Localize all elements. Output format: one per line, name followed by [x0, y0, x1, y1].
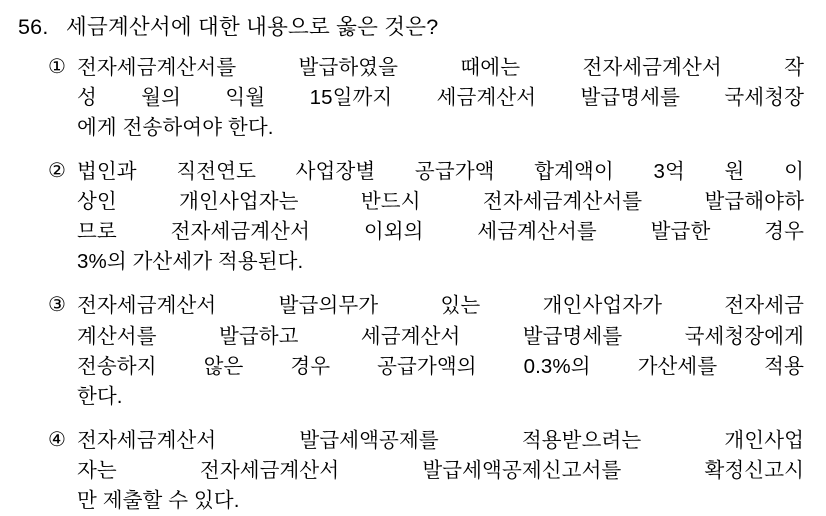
- choice-line: 전자세금계산서 발급세액공제를 적용받으려는 개인사업: [77, 428, 804, 452]
- choice-line: 에게 전송하여야 한다.: [77, 115, 274, 139]
- choice-text-2: [77, 157, 804, 278]
- choice-line: 성 월의 익월 15일까지 세금계산서 발급명세를 국세청장: [77, 85, 804, 109]
- choice-marker-2: ②: [48, 159, 66, 182]
- question-text: 세금계산서에 대한 내용으로 옳은 것은?: [66, 15, 439, 39]
- question-number: 56.: [18, 15, 49, 39]
- choice-line: 3%의 가산세가 적용된다.: [77, 250, 304, 274]
- choice-text-1: [77, 53, 804, 143]
- answer-choice-list: [18, 53, 804, 516]
- answer-choice-1[interactable]: [18, 53, 804, 143]
- choice-line: 만 제출할 수 있다.: [77, 489, 240, 513]
- answer-choice-4[interactable]: [18, 426, 804, 516]
- choice-line: 므로 전자세금계산서 이외의 세금계산서를 발급한 경우: [77, 220, 804, 244]
- choice-marker-1: ①: [48, 55, 66, 78]
- choice-marker-3: ③: [48, 294, 66, 317]
- question-stem: [18, 12, 804, 43]
- choice-text-3: [77, 291, 804, 412]
- choice-line: 계산서를 발급하고 세금계산서 발급명세를 국세청장에게: [77, 324, 804, 348]
- choice-line: 자는 전자세금계산서 발급세액공제신고서를 확정신고시: [77, 459, 804, 483]
- choice-line: 상인 개인사업자는 반드시 전자세금계산서를 발급해야하: [77, 190, 804, 214]
- choice-line: 법인과 직전연도 사업장별 공급가액 합계액이 3억 원 이: [77, 159, 804, 183]
- answer-choice-3[interactable]: [18, 291, 804, 412]
- choice-text-4: [77, 426, 804, 516]
- choice-line: 전송하지 않은 경우 공급가액의 0.3%의 가산세를 적용: [77, 354, 804, 378]
- choice-line: 전자세금계산서를 발급하였을 때에는 전자세금계산서 작: [77, 55, 804, 79]
- choice-line: 전자세금계산서 발급의무가 있는 개인사업자가 전자세금: [77, 294, 804, 318]
- answer-choice-2[interactable]: [18, 157, 804, 278]
- choice-marker-4: ④: [48, 428, 66, 451]
- choice-line: 한다.: [77, 384, 123, 408]
